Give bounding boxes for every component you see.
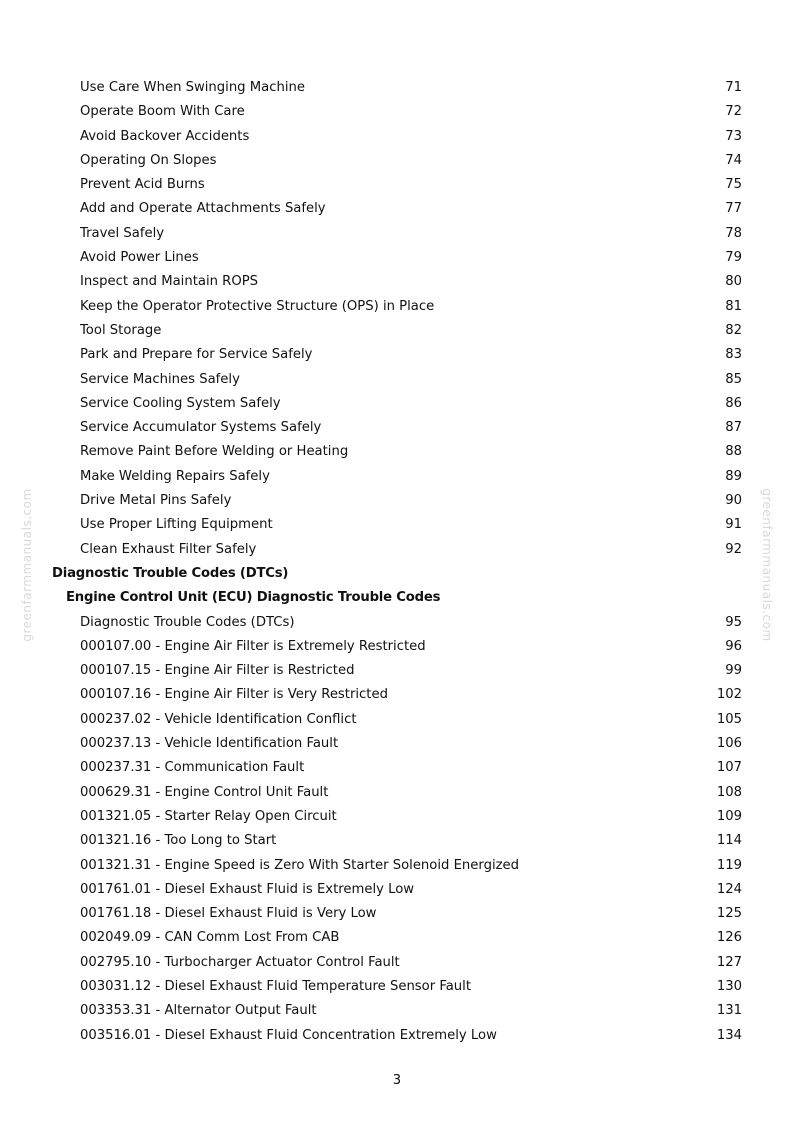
toc-entry-title: 000107.00 - Engine Air Filter is Extremely Restricted	[80, 638, 426, 654]
toc-entry[interactable]	[0, 829, 794, 853]
toc-entry-title: 000107.16 - Engine Air Filter is Very Restricted	[80, 687, 388, 703]
toc-entry-page: 99	[725, 663, 742, 679]
toc-entry[interactable]	[0, 197, 794, 221]
toc-entry-page: 124	[716, 881, 742, 897]
toc-entry[interactable]	[0, 343, 794, 367]
toc-entry-page: 80	[725, 274, 742, 290]
toc-entry-title: Park and Prepare for Service Safely	[80, 347, 313, 363]
toc-entry-page: 125	[716, 906, 742, 922]
toc-entry-title: 000237.13 - Vehicle Identification Fault	[80, 736, 339, 752]
toc-entry-page: 89	[725, 468, 742, 484]
watermark-right: greenfarmmanuals.com	[760, 488, 774, 642]
toc-entry-title: Avoid Backover Accidents	[80, 128, 250, 144]
toc-entry-page: 83	[725, 347, 742, 363]
toc-entry-page: 87	[725, 420, 742, 436]
toc-entry-page: 86	[725, 395, 742, 411]
toc-entry[interactable]	[0, 975, 794, 999]
toc-entry-title: 003516.01 - Diesel Exhaust Fluid Concentration Extremely Low	[80, 1027, 497, 1043]
toc-entry[interactable]	[0, 125, 794, 149]
toc-entry-title: 001321.31 - Engine Speed is Zero With Starter Solenoid Energized	[80, 857, 520, 873]
toc-entry-page: 107	[716, 760, 742, 776]
toc-entry-title: 001761.18 - Diesel Exhaust Fluid is Very Low	[80, 906, 377, 922]
toc-entry-page: 71	[725, 80, 742, 95]
toc-entry[interactable]	[0, 149, 794, 173]
page-number: 3	[392, 1073, 402, 1088]
toc-entry[interactable]	[0, 756, 794, 780]
toc-entry-page: 73	[725, 128, 742, 144]
toc-entry-page: 134	[716, 1027, 742, 1043]
toc-entry[interactable]	[0, 538, 794, 562]
toc-entry-title: Avoid Power Lines	[80, 250, 199, 266]
toc-entry[interactable]	[0, 76, 794, 100]
toc-entry-title: Drive Metal Pins Safely	[80, 493, 232, 509]
toc-entry-page: 92	[725, 541, 742, 557]
toc-entry-page: 108	[716, 784, 742, 800]
toc-entry-title: 000237.31 - Communication Fault	[80, 760, 305, 776]
toc-entry-page: 78	[725, 225, 742, 241]
toc-entry-title: Prevent Acid Burns	[80, 177, 205, 193]
toc-entry-page: 72	[725, 104, 742, 120]
toc-entry-page: 77	[725, 201, 742, 217]
toc-entry-page: 74	[725, 152, 742, 168]
toc-entry-page: 106	[716, 736, 742, 752]
toc-entry[interactable]	[0, 465, 794, 489]
watermark-left: greenfarmmanuals.com	[20, 488, 34, 642]
toc-entry-page: 81	[725, 298, 742, 314]
toc-entry[interactable]	[0, 708, 794, 732]
toc-entry-page: 85	[725, 371, 742, 387]
toc-entry-page: 127	[716, 954, 742, 970]
toc-entry-title: Service Machines Safely	[80, 371, 240, 387]
toc-entry-title: Diagnostic Trouble Codes (DTCs)	[80, 614, 295, 630]
toc-entry-page: 88	[725, 444, 742, 460]
toc-entry-title: 002795.10 - Turbocharger Actuator Control Fault	[80, 954, 400, 970]
toc-entry[interactable]	[0, 173, 794, 197]
toc-entry[interactable]	[0, 416, 794, 440]
toc-entry-title: Add and Operate Attachments Safely	[80, 201, 326, 217]
toc-entry-page: 131	[716, 1003, 742, 1019]
toc-entry-page: 90	[725, 493, 742, 509]
toc-entry-page: 114	[716, 833, 742, 849]
toc-entry[interactable]	[0, 732, 794, 756]
toc-entry-title: Use Proper Lifting Equipment	[80, 517, 273, 533]
toc-entry-page: 126	[716, 930, 742, 946]
toc-entry[interactable]	[0, 440, 794, 464]
toc-entry-title: Travel Safely	[80, 225, 165, 241]
toc-entry-page: 96	[725, 638, 742, 654]
toc-entry[interactable]	[0, 805, 794, 829]
toc-entry-title: Service Cooling System Safely	[80, 395, 281, 411]
toc-entry[interactable]	[0, 659, 794, 683]
toc-entry[interactable]	[0, 319, 794, 343]
toc-entry-title: 001321.05 - Starter Relay Open Circuit	[80, 808, 337, 824]
toc-entry-page: 109	[716, 808, 742, 824]
toc-entry-title: Clean Exhaust Filter Safely	[80, 541, 257, 557]
toc-entry-title: Make Welding Repairs Safely	[80, 468, 270, 484]
toc-entry[interactable]	[0, 878, 794, 902]
toc-entry[interactable]	[0, 781, 794, 805]
toc-entry[interactable]	[0, 902, 794, 926]
toc-entry-title: 000107.15 - Engine Air Filter is Restricted	[80, 663, 355, 679]
toc-entry[interactable]	[0, 1024, 794, 1048]
toc-entry-page: 91	[725, 517, 742, 533]
toc-entry-title: Service Accumulator Systems Safely	[80, 420, 322, 436]
toc-entry[interactable]	[0, 270, 794, 294]
toc-entry[interactable]	[0, 489, 794, 513]
toc-entry-page: 75	[725, 177, 742, 193]
toc-entry-title: 003031.12 - Diesel Exhaust Fluid Temperature Sensor Fault	[80, 978, 471, 994]
toc-entry-title: Use Care When Swinging Machine	[80, 80, 305, 95]
toc-entry[interactable]	[0, 635, 794, 659]
toc-entry-title: Operating On Slopes	[80, 152, 217, 168]
toc-entry-title: Engine Control Unit (ECU) Diagnostic Trouble Codes	[66, 590, 441, 606]
toc-entry-title: 001761.01 - Diesel Exhaust Fluid is Extremely Low	[80, 881, 415, 897]
toc-entry-page: 105	[716, 711, 742, 727]
toc-entry-page: 79	[725, 250, 742, 266]
toc-entry-page: 95	[725, 614, 742, 630]
toc-entry[interactable]	[0, 513, 794, 537]
toc-entry[interactable]	[0, 999, 794, 1023]
toc-entry[interactable]	[0, 222, 794, 246]
toc-entry[interactable]	[0, 854, 794, 878]
toc-entry[interactable]	[0, 926, 794, 950]
toc-entry-page: 119	[716, 857, 742, 873]
toc-entry[interactable]	[0, 368, 794, 392]
toc-entry-title: Inspect and Maintain ROPS	[80, 274, 259, 290]
toc-entry[interactable]	[0, 246, 794, 270]
toc-entry-title: Diagnostic Trouble Codes (DTCs)	[52, 565, 289, 581]
toc-entry-title: 003353.31 - Alternator Output Fault	[80, 1003, 317, 1019]
toc-entry[interactable]	[0, 295, 794, 319]
toc-entry[interactable]	[0, 683, 794, 707]
toc-entry[interactable]	[0, 951, 794, 975]
toc-entry-title: Keep the Operator Protective Structure (OPS) in Place	[80, 298, 435, 314]
toc-entry-title: Operate Boom With Care	[80, 104, 245, 120]
toc-entry[interactable]	[0, 392, 794, 416]
toc-entry-title: 002049.09 - CAN Comm Lost From CAB	[80, 930, 340, 946]
toc-section-heading[interactable]	[0, 562, 794, 586]
toc-entry-page: 82	[725, 322, 742, 338]
toc-entry-title: 000629.31 - Engine Control Unit Fault	[80, 784, 329, 800]
table-of-contents	[0, 76, 794, 1048]
toc-entry-page: 130	[716, 978, 742, 994]
toc-subsection-heading[interactable]	[0, 586, 794, 610]
toc-entry[interactable]	[0, 611, 794, 635]
toc-entry-title: 000237.02 - Vehicle Identification Conflict	[80, 711, 357, 727]
toc-entry[interactable]	[0, 100, 794, 124]
toc-entry-page: 102	[716, 687, 742, 703]
toc-entry-title: 001321.16 - Too Long to Start	[80, 833, 277, 849]
toc-entry-title: Remove Paint Before Welding or Heating	[80, 444, 349, 460]
toc-entry-title: Tool Storage	[80, 322, 162, 338]
